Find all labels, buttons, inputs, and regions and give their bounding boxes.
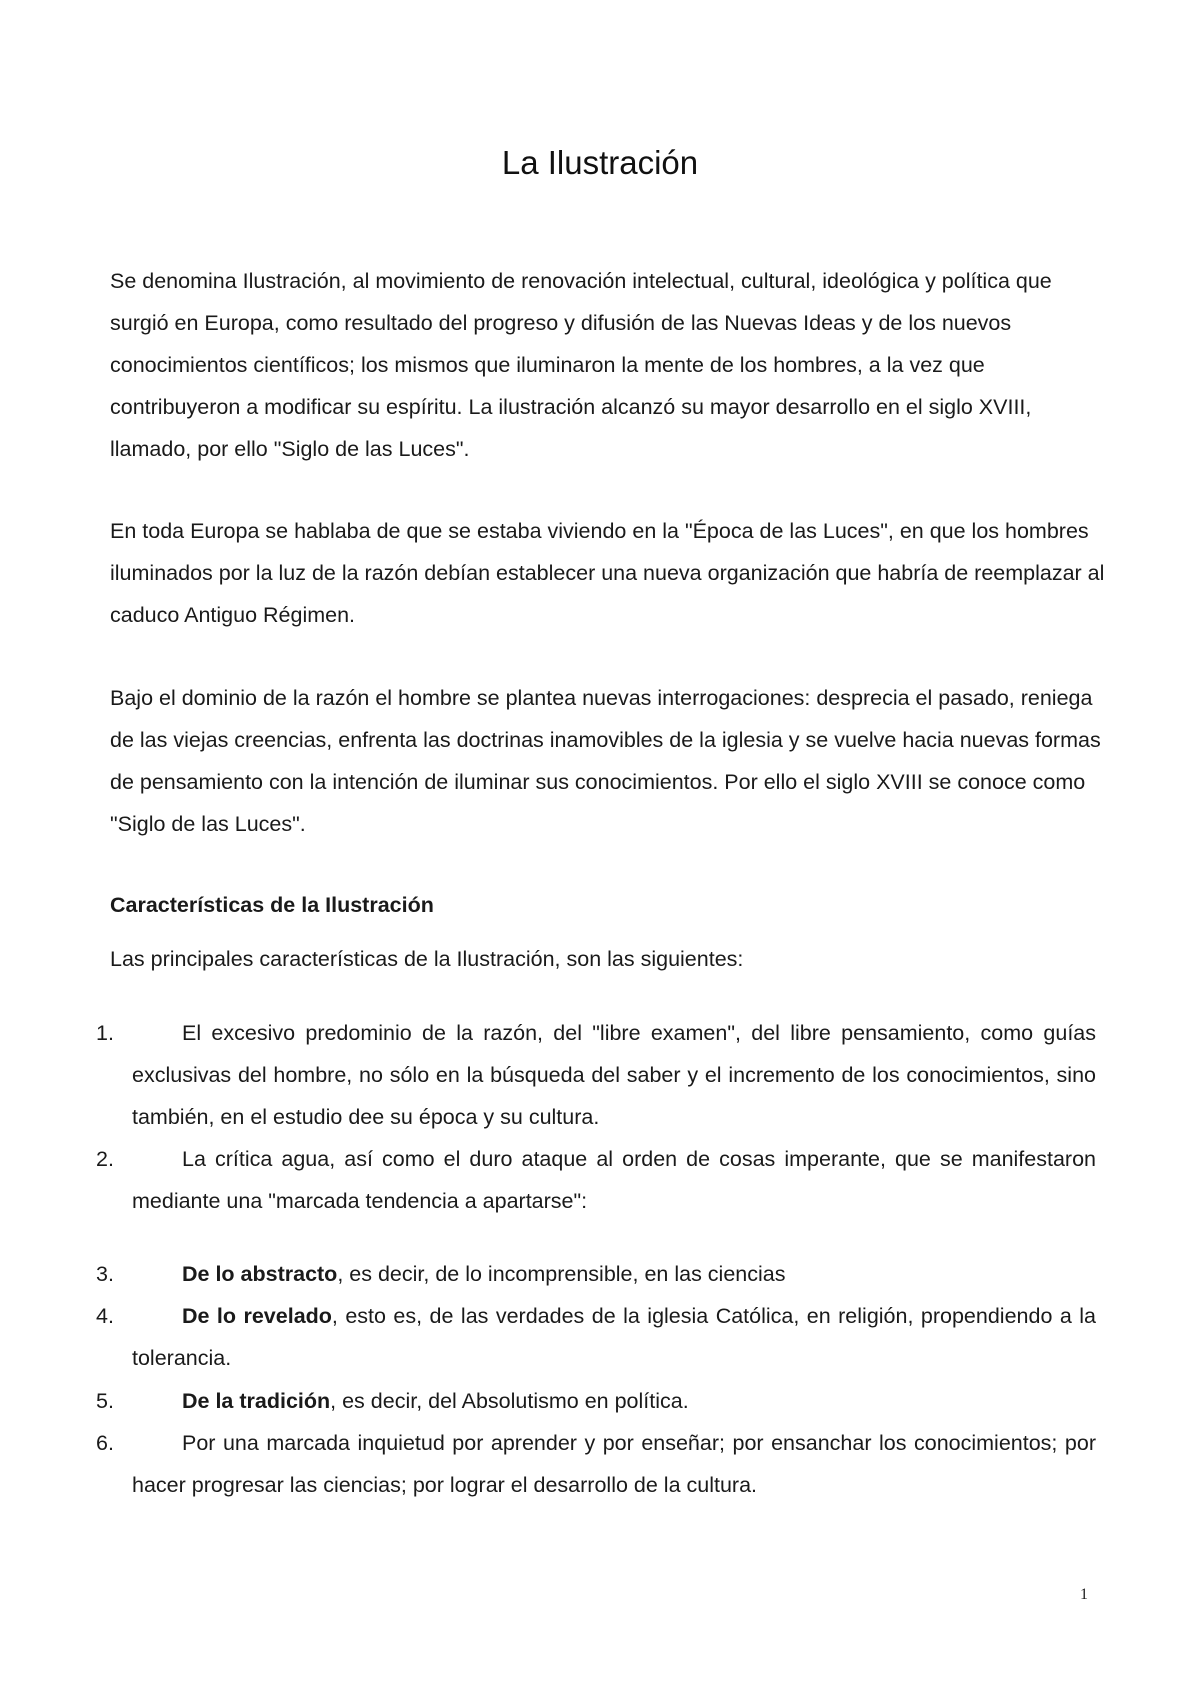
list-item-bold: De lo revelado (182, 1304, 332, 1328)
list-item-text: De lo abstracto, es decir, de lo incomprensible, en las ciencias (182, 1262, 786, 1286)
list-item-text: El excesivo predominio de la razón, del "libre examen", del libre pensamiento, como guías exclusivas del hombre, no sólo en la búsqueda del saber y el incremento de los conocimientos, sino también, en el estudio dee su época y su cultura. (132, 1021, 1096, 1129)
list-item-number: 6. (96, 1431, 114, 1455)
list-item-number: 1. (96, 1021, 114, 1045)
list-item-text: La crítica agua, así como el duro ataque al orden de cosas imperante, que se manifestaron mediante una "marcada tendencia a apartarse": (132, 1147, 1096, 1213)
list-item-number: 3. (96, 1262, 114, 1286)
list-item-text: De lo revelado, esto es, de las verdades de la iglesia Católica, en religión, propendiendo a la tolerancia. (132, 1304, 1096, 1370)
list-item (96, 1295, 1096, 1379)
list-item-bold: De lo abstracto (182, 1262, 338, 1286)
list-item-number: 5. (96, 1389, 114, 1413)
page-number: 1 (1080, 1586, 1088, 1603)
paragraph-dominio-razon: Bajo el dominio de la razón el hombre se plantea nuevas interrogaciones: desprecia el pasado, reniega de las viejas creencias, enfrenta las doctrinas inamovibles de la iglesia y se vuelve hacia nuevas formas de pensamiento con la intención de iluminar sus conocimientos. Por ello el siglo XVIII se conoce como "Siglo de las Luces". (110, 686, 1101, 836)
paragraph-definition: Se denomina Ilustración, al movimiento de renovación intelectual, cultural, ideológica y política que surgió en Europa, como resultado del progreso y difusión de las Nuevas Ideas y de los nuevos conocimientos científicos; los mismos que iluminaron la mente de los hombres, a la vez que contribuyeron a modificar su espíritu. La ilustración alcanzó su mayor desarrollo en el siglo XVIII, llamado, por ello "Siglo de las Luces". (110, 269, 1052, 461)
list-item-bold: De la tradición (182, 1389, 331, 1413)
list-item-number: 4. (96, 1304, 114, 1328)
paragraph-epoca-luces: En toda Europa se hablaba de que se estaba viviendo en la "Época de las Luces", en que los hombres iluminados por la luz de la razón debían establecer una nueva organización que habría de reemplazar al caduco Antiguo Régimen. (110, 519, 1105, 627)
document-title: La Ilustración (501, 144, 699, 181)
list-item (96, 1138, 1096, 1222)
list-item-text: De la tradición, es decir, del Absolutismo en política. (182, 1389, 689, 1413)
list-item (96, 1422, 1096, 1506)
list-intro: Las principales características de la Ilustración, son las siguientes: (110, 947, 744, 971)
list-item (96, 1380, 1096, 1422)
list-item (96, 1253, 1096, 1295)
list-item-number: 2. (96, 1147, 114, 1171)
list-item-text: Por una marcada inquietud por aprender y por enseñar; por ensanchar los conocimientos; por hacer progresar las ciencias; por lograr el desarrollo de la cultura. (132, 1431, 1096, 1497)
section-heading: Características de la Ilustración (110, 893, 434, 917)
list-item (96, 1012, 1096, 1138)
